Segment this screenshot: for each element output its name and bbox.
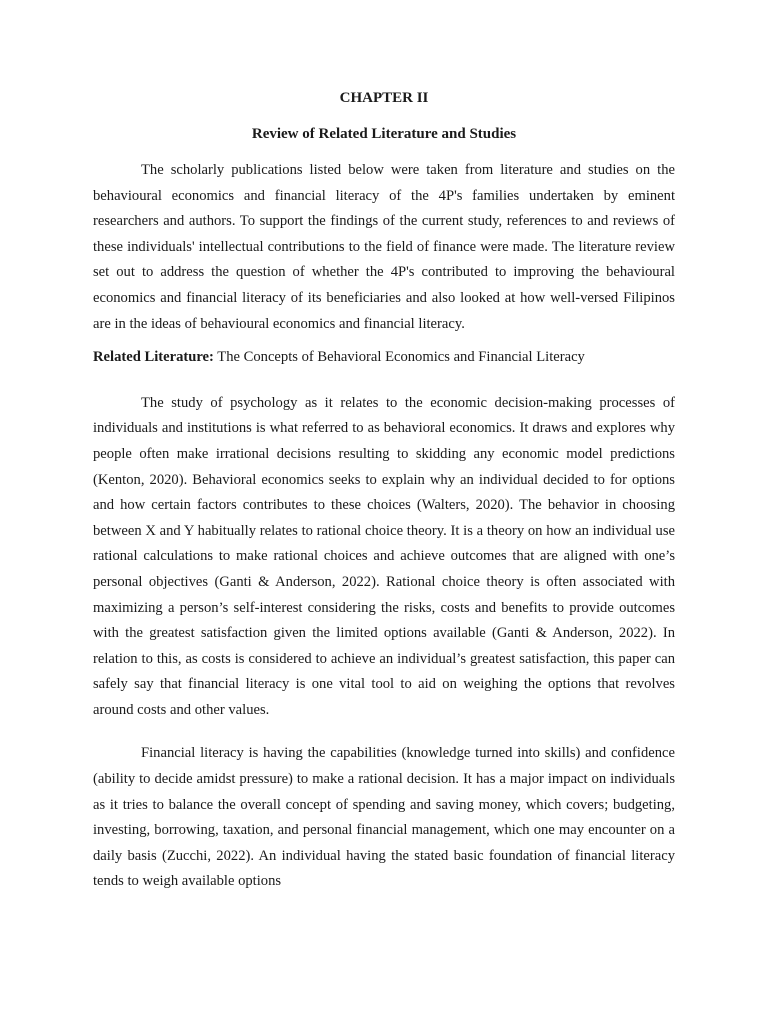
section-heading-lead: Related Literature: [93,349,214,366]
paragraph-financial-literacy: Financial literacy is having the capabilities (knowledge turned into skills) and confidence (ability to decide amidst pressure) to make a rational decision. It has a major impact on individuals as it tries to balance the overall concept of spending and saving money, which covers; budgeting, investing, borrowing, taxation, and personal financial management, which one may encounter on a daily basis (Zucchi, 2022). An individual having the stated basic foundation of financial literacy tends to weigh available options [93,745,675,890]
chapter-heading: CHAPTER II [339,90,429,106]
section-heading-subtitle: The Concepts of Behavioral Economics and Financial Literacy [213,349,585,366]
document-page [93,78,675,895]
paragraph-behavioral-economics: The study of psychology as it relates to the economic decision-making processes of individuals and institutions is what referred to as behavioral economics. It draws and explores why people often make irrational decisions resulting to skidding any economic model predictions (Kenton, 2020). Behavioral economics seeks to explain why an individual decided to for options and how certain factors contributes to these choices (Walters, 2020). The behavior in choosing between X and Y habitually relates to rational choice theory. It is a theory on how an individual use rational calculations to make rational choices and achieve outcomes that are aligned with one’s personal objectives (Ganti & Anderson, 2022). Rational choice theory is often associated with maximizing a person’s self-interest considering the risks, costs and benefits to provide outcomes with the greatest satisfaction given the limited options available (Ganti & Anderson, 2022). In relation to this, as costs is considered to achieve an individual’s greatest satisfaction, this paper can safely say that financial literacy is one vital tool to aid on weighing the options that revolves around costs and other values. [93,394,675,718]
chapter-title: Review of Related Literature and Studies [251,126,517,142]
section-heading [93,345,675,371]
intro-paragraph: The scholarly publications listed below were taken from literature and studies on the behavioural economics and financial literacy of the 4P's families undertaken by eminent researchers and authors. To support the findings of the current study, references to and reviews of these individuals' intellectual contributions to the field of finance were made. The literature review set out to address the question of whether the 4P's contributed to improving the behavioural economics and financial literacy of its beneficiaries and also looked at how well-versed Filipinos are in the ideas of behavioural economics and financial literacy. [93,162,675,332]
